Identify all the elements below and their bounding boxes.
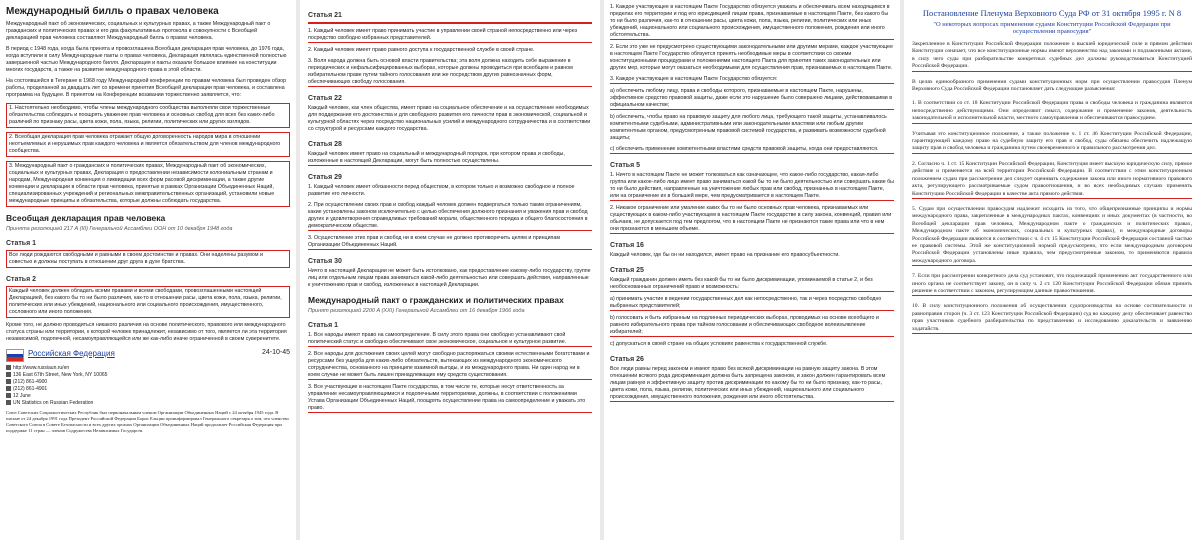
ruling-point-7: 7. Если при рассмотрении конкретного дела суд установит, что подлежащий применению акт государственного или иного органа не соответствует закону, он в силу ч. 2 ст. 120 Конституции Российской Федерации обязан принять решение в соответствии с законом, регулирующим данные правоотношения. (912, 273, 1192, 296)
article-29-p3: 3. Осуществление этих прав и свобод ни в коем случае не должно противоречить целям и принципам Организации Объединенных Наций. (308, 235, 592, 250)
bill-tehran: На состоявшейся в Тегеране в 1968 году Международной конференции по правам человека был проведен обзор работы, проделанной за двадцать лет со времени принятия Всеобщей декларации прав человека, и составлена программа на будущее. В принятом на Конференции воззвании торжественно заявляется, что: (6, 78, 287, 98)
ruling-point-1: 1. В соответствии со ст. 18 Конституции Российской Федерации права и свободы человека и гражданина являются непосредственно действующими. Они определяют смысл, содержание и применение законов, деятельность законодательной и исполнительной власти, местного самоуправления и обеспечиваются правосудием. (912, 100, 1192, 123)
pact-article-16-heading: Статья 16 (610, 242, 644, 249)
pact-article-5-heading: Статья 5 (610, 162, 641, 169)
declaration-title: Всеобщая декларация прав человека (6, 213, 166, 223)
membership-date: 24-10-45 (261, 349, 290, 356)
pact-article-1-heading: Статья 1 (308, 321, 339, 329)
ruling-purpose: В целях единообразного применения судами конституционных норм при осуществлении правосудия Пленум Верховного Суда Российской Федерации постановляет дать следующие разъяснения: (912, 78, 1192, 93)
declaration-article-1-heading: Статья 1 (6, 240, 37, 247)
contact-national-day: 12 June (6, 393, 290, 400)
article-29-p1: 1. Каждый человек имеет обязанности перед обществом, в котором только и возможно свободное и полное развитие его личности. (308, 183, 575, 197)
pact-article-1-p2: 2. Все народы для достижения своих целей могут свободно распоряжаться своими естественными богатствами и ресурсами без ущерба для каких-либо обязательств, вытекающих из международного экономического сотрудничества, основанного на принципе взаимной выгоды, и из международного права. Ни один народ ни в коем случае не может быть лишен принадлежащих ему средств существования. (308, 351, 592, 380)
pact-article-1-p1: 1. Все народы имеют право на самоопределение. В силу этого права они свободно устанавливают свой политический статус и свободно обеспечивают свое экономическое, социальное и культурное развитие. (308, 332, 592, 347)
article-21-p3: 3. Воля народа должна быть основой власти правительства; эта воля должна находить себе выражение в периодических и нефальсифицированных выборах, которые должны проводиться при всеобщем и равном избирательном праве путем тайного голосования или же посредством других равнозначных форм, обеспечивающих свободу голосования. (308, 58, 592, 87)
article-22-text: Каждый человек, как член общества, имеет право на социальное обеспечение и на осуществление необходимых для поддержания его достоинства и для свободного развития его личности прав в экономической, социальной и культурной областях через посредство национальных усилий и международного сотрудничества и в соответствии со структурой и ресурсами каждого государства. (308, 104, 591, 132)
pact-article-2-p3a: a) обеспечить любому лицу, права и свободы которого, признаваемые в настоящем Пакте, нарушены, эффективное средство правовой защиты, даже если это нарушение было совершено лицами, действовавшими в официальном качестве; (610, 88, 893, 108)
globe-icon (6, 365, 11, 370)
bill-intro: Международный пакт об экономических, социальных и культурных правах, а также Международный пакт о гражданских и политических правах и его два факультативных протокола в совокупности с Всеобщей декларацией прав человека составляют Международный билль о правах человека. (6, 21, 271, 41)
ruling-point-2: 2. Согласно ч. 1 ст. 15 Конституции Российской Федерации, Конституция имеет высшую юридическую силу, прямое действие и применяется на всей территории Российской Федерации. В соответствии с этим конституционным положением судам при рассмотрении дел следует оценивать содержание закона или иного нормативного правового акта, регулирующего рассматриваемые судом правоотношения, и во всех необходимых случаях применять Конституцию Российской Федерации в качестве акта прямого действия. (912, 161, 1192, 199)
pact-article-26-text: Все люди равны перед законом и имеют право без всякой дискриминации на равную защиту закона. В этом отношении всякого рода дискриминация должна быть запрещена законом, и закон должен гарантировать всем лицам равную и эффективную защиту против дискриминации по какому бы то ни было признаку, как-то расы, цвета кожи, пола, языка, религии, политических или иных убеждений, национального или социального происхождения, имущественного положения, рождения или иного обстоятельства. (610, 366, 894, 402)
pact-article-25-b: b) голосовать и быть избранным на подлинных периодических выборах, проводимых на основе всеобщего и равного избирательного права при тайном голосовании и обеспечивающих свободное волеизъявление избирателей; (610, 315, 894, 337)
contact-phone: (212) 861-4900 (6, 379, 290, 386)
column-supreme-court-ruling (904, 0, 1200, 540)
column-declaration-articles (300, 0, 600, 540)
pact-article-2-p3: 3. Каждое участвующее в настоящем Пакте Государство обязуется: (610, 76, 894, 84)
proclamation-point-3: 3. Международный пакт о гражданских и политических правах, Международный пакт об экономических, социальных и культурных правах, Декларация о предоставлении независимости колониальным странам и народам, Международная конвенция о ликвидации всех форм расовой дискриминации, а также другие конвенции и декларации в области прав человека, принятые в рамках Организации Объединенных Наций, специализированных учреждений и региональных межправительственных организаций, установили новые международные принципы и обязательства, которые должны соблюдать государства. (6, 161, 290, 207)
article-29-heading: Статья 29 (308, 173, 342, 181)
contact-list (6, 365, 290, 407)
pact-article-2-p3b: b) обеспечить, чтобы право на правовую защиту для любого лица, требующего такой защиты, устанавливалось компетентными судебными, административными или законодательными властями или любым другим компетентным органом, предусмотренным правовой системой государства, и развивать возможности судебной защиты; (610, 114, 887, 141)
column-bill-of-rights (0, 0, 296, 540)
contact-website[interactable]: http://www.russiaun.ru/en (6, 365, 290, 372)
pact-article-2-p2: 2. Если это уже не предусмотрено существующими законодательными или другими мерами, каждое участвующее в настоящем Пакте Государство обязуется принять необходимые меры в соответствии со своими конституционными процедурами и положениями настоящего Пакта для принятия таких законодательных или других мер, которые могут оказаться необходимыми для осуществления прав, признаваемых в настоящем Пакте. (610, 44, 893, 71)
contact-statistics[interactable]: UN Statistics on Russian Federation (6, 400, 290, 407)
article-28-heading: Статья 28 (308, 140, 342, 148)
ruling-title: Постановление Пленума Верховного Суда РФ от 31 октября 1995 г. N 8 (922, 8, 1182, 18)
pact-article-26-heading: Статья 26 (610, 356, 644, 363)
pact-article-2-p1: 1. Каждое участвующее в настоящем Пакте Государство обязуется уважать и обеспечивать всем находящимся в пределах его территории и под его юрисдикцией лицам права, признаваемые в настоящем Пакте, без какого бы то ни было различия, как-то в отношении расы, цвета кожи, пола, языка, религии, политических или иных убеждений, национального или социального происхождения, имущественного положения, рождения или иного обстоятельства. (610, 4, 894, 40)
ruling-preamble: Закрепленное в Конституции Российской Федерации положение о высшей юридической силе и прямом действии Конституции означает, что все конституционные нормы имеют верховенство над законами и подзаконными актами, в силу чего суды при разбирательстве конкретных судебных дел должны руководствоваться Конституцией Российской Федерации. (912, 41, 1192, 72)
article-30-text: Ничто в настоящей Декларации не может быть истолковано, как предоставление какому-либо государству, группе лиц или отдельным лицам права заниматься какой-либо деятельностью или совершать действия, направленные к уничтожению прав и свобод, изложенных в настоящей Декларации. (308, 267, 591, 288)
declaration-article-2-text: Каждый человек должен обладать всеми правами и всеми свободами, провозглашенными настоящей Декларацией, без какого бы то ни было различия, как-то в отношении расы, цвета кожи, пола, языка, религии, политических или иных убеждений, национального или социального происхождения, имущественного, сословного или иного положения. (6, 286, 290, 318)
proclamation-point-2: 2. Всеобщая декларация прав человека отражает общую договоренность народов мира в отношении неотъемлемых и нерушимых прав каждого человека и является обязательством для членов международного сообщества. (6, 132, 290, 157)
article-22-heading: Статья 22 (308, 94, 342, 102)
article-28-text: Каждый человек имеет право на социальный и международный порядок, при котором права и свободы, изложенные в настоящей Декларации, могут быть полностью осуществлены. (308, 151, 592, 166)
fax-icon (6, 386, 11, 391)
pact-article-1-p3: 3. Все участвующие в настоящем Пакте государства, в том числе те, которые несут ответственность за управление несамоуправляющимися и подопечными территориями, должны, в соответствии с положениями Устава Организации Объединенных Наций, поощрять осуществление права на самоопределение и уважать это право. (308, 384, 592, 413)
column-pact-articles (604, 0, 900, 540)
pact-article-25-a: a) принимать участие в ведении государственных дел как непосредственно, так и через посредство свободно выбранных представителей; (610, 296, 894, 311)
proclamation-point-1: 1. Настоятельно необходимо, чтобы члены международного сообщества выполняли свои торжественные обязательства соблюдать и поощрять уважение прав человека и основных свобод для всех без каких-либо различий по признаку расы, цвета кожи, пола, языка, религии, политических или других взглядов. (6, 103, 290, 128)
ruling-point-5: 5. Судам при осуществлении правосудия надлежит исходить из того, что общепризнанные принципы и нормы международного права, закрепленные в международных пактах, конвенциях и иных документах (в частности, во Всеобщей декларации прав человека, Международном пакте о гражданских и политических правах, Международном пакте об экономических, социальных и культурных правах), и международные договоры Российской Федерации являются в соответствии с ч. 4 ст. 15 Конституции Российской Федерации составной частью ее правовой системы. Этой же конституционной нормой предусмотрено, что если международным договором Российской Федерации установлены иные правила, чем предусмотренные законом, то применяются правила международного договора. (912, 206, 1192, 266)
bill-title: Международный билль о правах человека (6, 6, 219, 17)
location-icon (6, 372, 11, 377)
pact-article-16-text: Каждый человек, где бы он ни находился, имеет право на признание его правосубъектности. (610, 252, 840, 258)
russia-flag-icon (6, 349, 24, 362)
article-29-p2: 2. При осуществлении своих прав и свобод каждый человек должен подвергаться только таким ограничениям, какие установлены законом исключительно с целью обеспечения должного признания и уважения прав и свобод других и удовлетворения справедливых требований морали, общественного порядка и общего благосостояния в демократическом обществе. (308, 202, 592, 231)
pact-article-5-p2: 2. Никакое ограничение или умаление каких бы то ни было основных прав человека, признаваемых или существующих в каком-либо участвующем в настоящем Пакте государстве в силу закона, конвенций, правил или обычаев, не допускается под тем предлогом, что в настоящем Пакте не признаются такие права или что в нем они признаются в меньшем объеме. (610, 205, 894, 234)
phone-icon (6, 379, 11, 384)
article-21-p2: 2. Каждый человек имеет право равного доступа к государственной службе в своей стране. (308, 46, 535, 53)
pact-article-5-p1: 1. Ничто в настоящем Пакте не может толковаться как означающее, что какое-либо государство, какая-либо группа или какое-либо лицо имеет право заниматься какой бы то ни было деятельностью или совершать какие бы то ни было действия, направленные на уничтожение любых прав или свобод, признанных в настоящем Пакте, или на ограничение их в большей мере, чем предусматривается в настоящем Пакте. (610, 172, 894, 199)
russia-link[interactable]: Российская Федерация (28, 349, 115, 358)
divider (308, 22, 592, 24)
pact-subtitle: Принят резолюцией 2200 A (XXI) Генеральной Ассамблеи от 16 декабря 1966 года (308, 307, 525, 314)
pact-article-25-heading: Статья 25 (610, 267, 644, 274)
article-21-heading: Статья 21 (308, 12, 342, 19)
pact-article-2-p3c: c) обеспечить применение компетентными властями средств правовой защиты, когда они предоставляются. (610, 146, 894, 154)
membership-footnote: Союз Советских Социалистических Республик был первоначальным членом Организации Объединенных Наций с 24 октября 1945 года. В письме от 24 декабря 1991 года Президент Российской Федерации Борис Ельцин проинформировал Генерального секретаря о том, что членство Советского Союза в Совете Безопасности и всех других органах Организации Объединенных Наций продолжает Российская Федерация при поддержке 11 стран — членов Содружества Независимых Государств. (6, 410, 289, 433)
declaration-article-1-text: Все люди рождаются свободными и равными в своем достоинстве и правах. Они наделены разумом и совестью и должны поступать в отношении друг друга в духе братства. (6, 250, 290, 268)
ruling-point-1b: Учитывая это конституционное положение, а также положение ч. 1 ст. 46 Конституции Российской Федерации, гарантирующей каждому право на судебную защиту его прав и свобод, суды обязаны обеспечить надлежащую защиту прав и свобод человека и гражданина путем своевременного и правильного рассмотрения дел. (912, 131, 1192, 154)
pact-article-25-c: c) допускаться в своей стране на общих условиях равенства к государственной службе. (610, 341, 828, 347)
contact-fax: (212) 861-4901 (6, 386, 290, 393)
calendar-icon (6, 393, 11, 398)
bill-history: В период с 1948 года, когда была принята и провозглашена Всеобщая декларация прав человека, до 1976 года, когда вступили в силу Международные пакты о правах человека, Декларация являлась единственной полностью завершенной частью Международного билля. Декларация и пакты оказали большое влияние на конституции многих государств, а также на развитие международного права в этой области. (6, 46, 287, 73)
ruling-subtitle: "О некоторых вопросах применения судами Конституции Российской Федерации при осуществлении правосудия" (933, 21, 1171, 35)
article-21-p1: 1. Каждый человек имеет право принимать участие в управлении своей страной непосредственно или через посредство свободно избранных представителей. (308, 28, 592, 43)
pact-title: Международный пакт о гражданских и политических правах (308, 294, 564, 305)
russia-info-header (6, 349, 290, 362)
article-30-heading: Статья 30 (308, 257, 342, 265)
chart-icon (6, 400, 11, 405)
declaration-article-2-heading: Статья 2 (6, 276, 37, 283)
declaration-article-2-text-2: Кроме того, не должно проводиться никакого различия на основе политического, правового или международного статуса страны или территории, к которой человек принадлежит, независимо от того, является ли эта территория независимой, подопечной, несамоуправляющейся или же как-либо иначе ограниченной в своем суверенитете. (6, 322, 287, 342)
ruling-point-10: 10. В силу конституционного положения об осуществлении судопроизводства на основе состязательности и равноправия сторон (ч. 3 ст. 123 Конституции Российской Федерации) суд во каждому делу обеспечивает равенство прав участников судебного разбирательства по представлению и исследованию доказательств и заявлению ходатайств. (912, 303, 1192, 334)
contact-address: 136 East 67th Street, New York, NY 10065 (6, 372, 290, 379)
pact-article-25-text: Каждый гражданин должен иметь без какой бы то ни было дискриминации, упоминаемой в статье 2, и без необоснованных ограничений право и возможность: (610, 277, 894, 292)
declaration-subtitle: Принята резолюцией 217 А (III) Генеральной Ассамблеи ООН от 10 декабря 1948 года (6, 226, 233, 232)
